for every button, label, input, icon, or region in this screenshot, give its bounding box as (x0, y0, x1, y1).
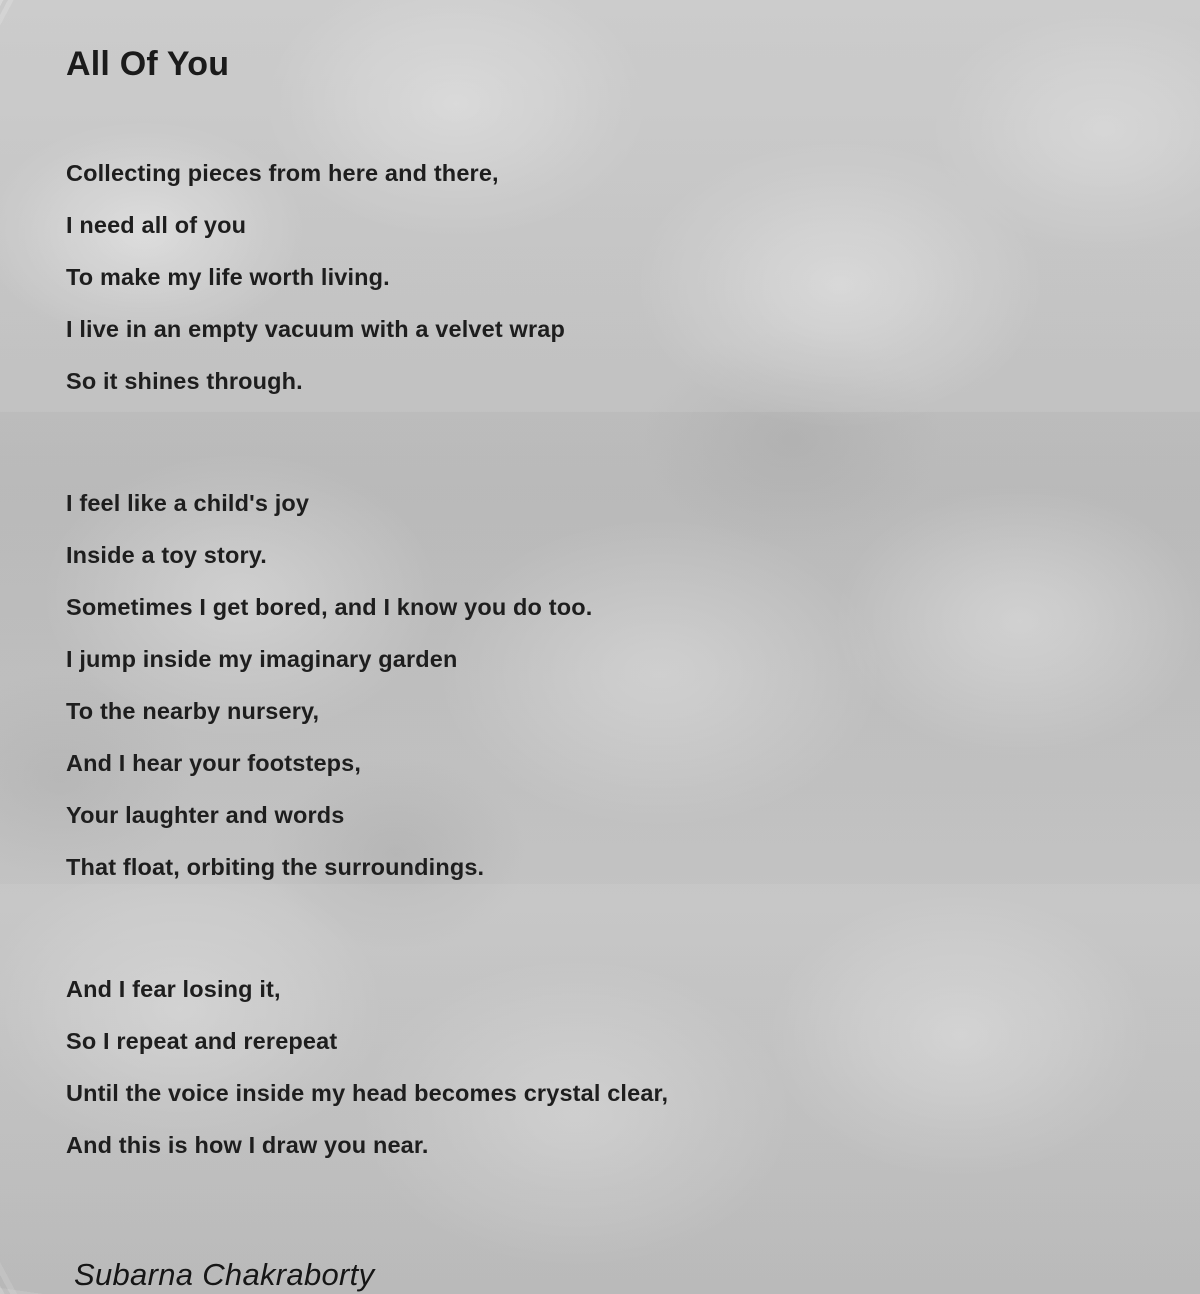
poem-stanza-2 (66, 477, 1140, 893)
poem-stanza-3 (66, 963, 1140, 1171)
poem-line: That float, orbiting the surroundings. (66, 853, 485, 880)
poem-line: I feel like a child's joy (66, 489, 310, 516)
poem-line: And I fear losing it, (66, 975, 281, 1002)
poem-line: I need all of you (66, 211, 247, 238)
poem-line: I jump inside my imaginary garden (66, 645, 458, 672)
poem-author: Subarna Chakraborty (74, 1256, 375, 1292)
poem-line: Inside a toy story. (66, 541, 267, 568)
poem-line: Your laughter and words (66, 801, 345, 828)
poem-stanza-1 (66, 147, 1140, 407)
poem-line: So it shines through. (66, 367, 303, 394)
poem-line: And this is how I draw you near. (66, 1131, 429, 1158)
poem-line: To the nearby nursery, (66, 697, 320, 724)
poem-line: Collecting pieces from here and there, (66, 159, 499, 186)
poem-title: All Of You (66, 45, 230, 83)
poem-line: So I repeat and rerepeat (66, 1027, 338, 1054)
poem-line: I live in an empty vacuum with a velvet wrap (66, 315, 565, 342)
poem-line: To make my life worth living. (66, 263, 390, 290)
poem-line: Sometimes I get bored, and I know you do too. (66, 593, 593, 620)
poem-line: Until the voice inside my head becomes crystal clear, (66, 1079, 669, 1106)
poem-line: And I hear your footsteps, (66, 749, 362, 776)
